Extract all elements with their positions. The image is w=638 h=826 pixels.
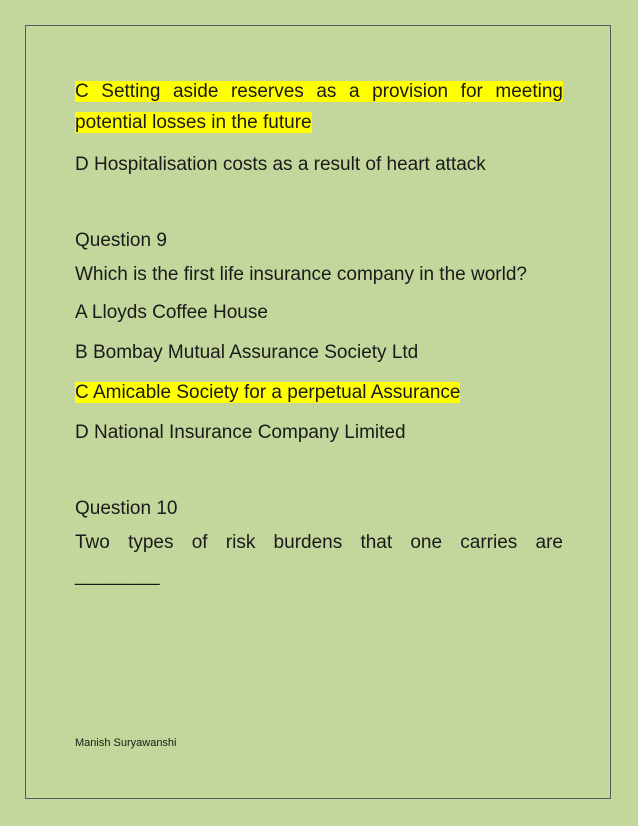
page-content bbox=[75, 76, 563, 594]
q9-heading: Question 9 bbox=[75, 230, 167, 251]
q10-blank: ________ bbox=[75, 565, 160, 586]
footer-author: Manish Suryawanshi bbox=[75, 737, 177, 749]
q9-option-c-answer bbox=[75, 375, 563, 411]
highlighted-answer: C Amicable Society for a perpetual Assurance bbox=[75, 382, 461, 403]
q9-question-text: Which is the first life insurance company in the world? bbox=[75, 264, 527, 285]
q8-option-d: D Hospitalisation costs as a result of heart attack bbox=[75, 154, 486, 175]
q9-option-a: A Lloyds Coffee House bbox=[75, 302, 268, 323]
q10-heading: Question 10 bbox=[75, 498, 178, 519]
q9-option-b: B Bombay Mutual Assurance Society Ltd bbox=[75, 342, 419, 363]
q9-option-d: D National Insurance Company Limited bbox=[75, 422, 406, 443]
q8-option-c-answer bbox=[75, 76, 563, 138]
highlighted-answer: C Setting aside reserves as a provision for meeting potential losses in the future bbox=[75, 81, 563, 133]
q10-question-text: Two types of risk burdens that one carries are bbox=[75, 532, 563, 553]
